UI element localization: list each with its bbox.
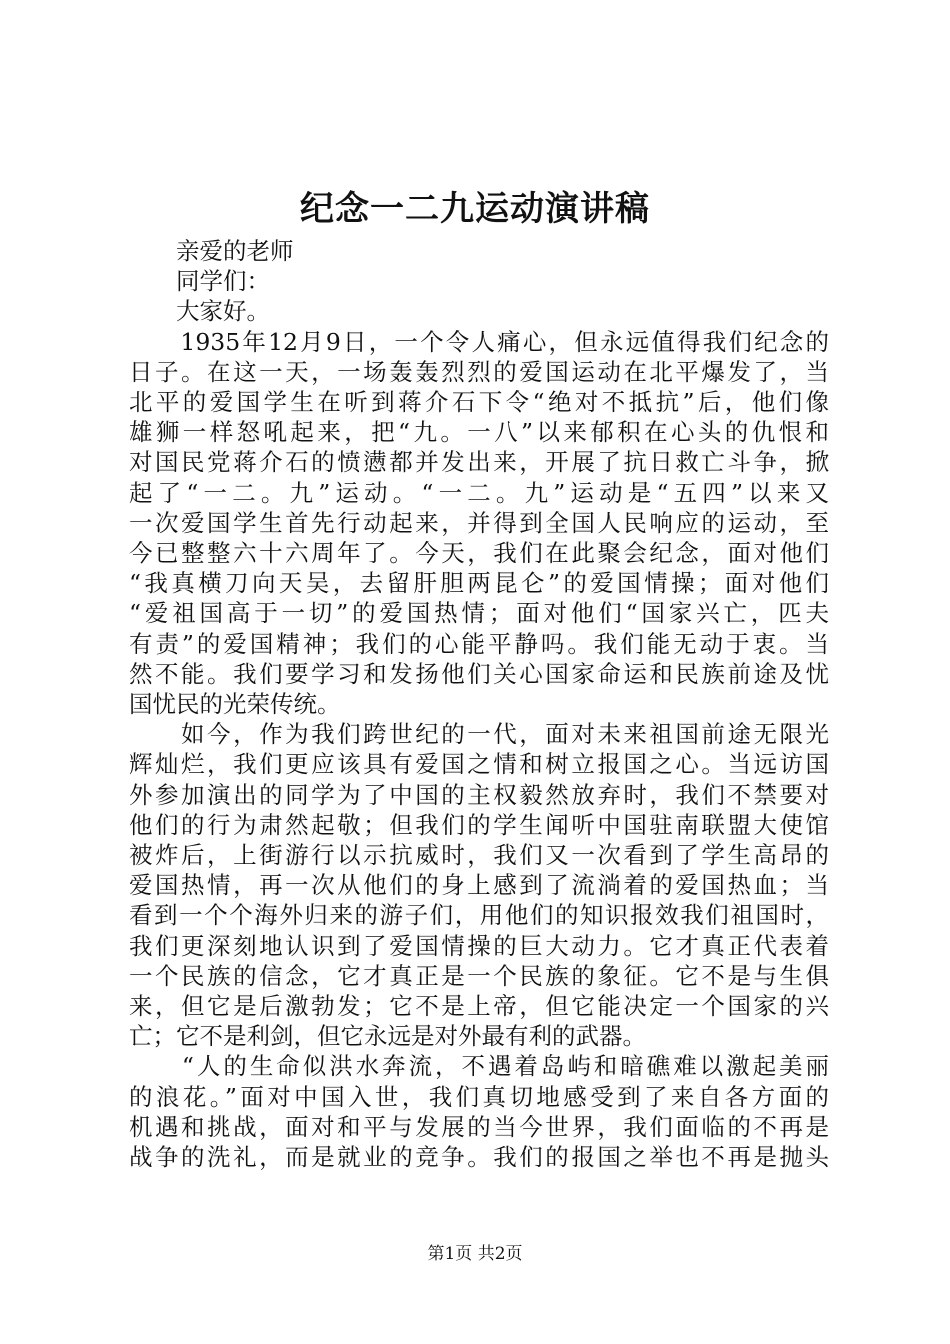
body-line: 有责”的爱国精神；我们的心能平静吗。我们能无动于衷。当: [129, 629, 829, 658]
body-line: 对国民党蒋介石的愤懑都并发出来，开展了抗日救亡斗争，掀: [129, 448, 829, 477]
body-line: 被炸后，上街游行以示抗威时，我们又一次看到了学生高昂的: [129, 841, 829, 870]
body-line: 一个民族的信念，它才真正是一个民族的象征。它不是与生俱: [129, 961, 829, 990]
body-line: 我们更深刻地认识到了爱国情操的巨大动力。它才真正代表着: [129, 931, 829, 960]
page-footer: 第1页 共2页: [427, 1244, 523, 1264]
body-line: 大家好。: [129, 297, 270, 326]
body-line: 亡；它不是利剑，但它永远是对外最有利的武器。: [129, 1022, 646, 1051]
body-line: 起了“一二。九”运动。“一二。九”运动是“五四”以来又: [129, 478, 829, 507]
body-line: 机遇和挑战，面对和平与发展的当今世界，我们面临的不再是: [129, 1112, 829, 1141]
body-line: 1935年12月9日，一个令人痛心，但永远值得我们纪念的: [129, 327, 829, 356]
body-line: 亲爱的老师: [129, 237, 294, 265]
body-line: 看到一个个海外归来的游子们，用他们的知识报效我们祖国时，: [129, 901, 829, 930]
body-line: 战争的洗礼，而是就业的竞争。我们的报国之举也不再是抛头: [129, 1143, 829, 1172]
document-title: 纪念一二九运动演讲稿: [300, 189, 650, 229]
body-line: 辉灿烂，我们更应该具有爱国之情和树立报国之心。当远访国: [129, 750, 829, 779]
body-line: 今已整整六十六周年了。今天，我们在此聚会纪念，面对他们: [129, 539, 829, 568]
body-line: “我真横刀向天吴，去留肝胆两昆仑”的爱国情操；面对他们: [129, 569, 829, 598]
body-line: “人的生命似洪水奔流，不遇着岛屿和暗礁难以激起美丽: [129, 1052, 829, 1081]
body-line: 然不能。我们要学习和发扬他们关心国家命运和民族前途及忧: [129, 659, 829, 688]
body-line: 同学们：: [129, 267, 270, 296]
body-line: 他们的行为肃然起敬；但我们的学生闻听中国驻南联盟大使馆: [129, 810, 829, 839]
body-line: 爱国热情，再一次从他们的身上感到了流淌着的爱国热血；当: [129, 871, 829, 900]
body-line: 一次爱国学生首先行动起来，并得到全国人民响应的运动，至: [129, 508, 829, 537]
body-line: 外参加演出的同学为了中国的主权毅然放弃时，我们不禁要对: [129, 780, 829, 809]
body-line: 日子。在这一天，一场轰轰烈烈的爱国运动在北平爆发了，当: [129, 357, 829, 386]
body-line: 来，但它是后激勃发；它不是上帝，但它能决定一个国家的兴: [129, 992, 829, 1021]
body-line: “爱祖国高于一切”的爱国热情；面对他们“国家兴亡，匹夫: [129, 599, 829, 628]
body-line: 雄狮一样怒吼起来，把“九。一八”以来郁积在心头的仇恨和: [129, 418, 829, 447]
body-line: 北平的爱国学生在听到蒋介石下令“绝对不抵抗”后，他们像: [129, 388, 829, 417]
body-line: 国忧民的光荣传统。: [129, 690, 341, 719]
body-line: 的浪花。”面对中国入世，我们真切地感受到了来自各方面的: [129, 1082, 829, 1111]
document-body: [129, 236, 829, 1172]
body-line: 如今，作为我们跨世纪的一代，面对未来祖国前途无限光: [129, 720, 829, 749]
